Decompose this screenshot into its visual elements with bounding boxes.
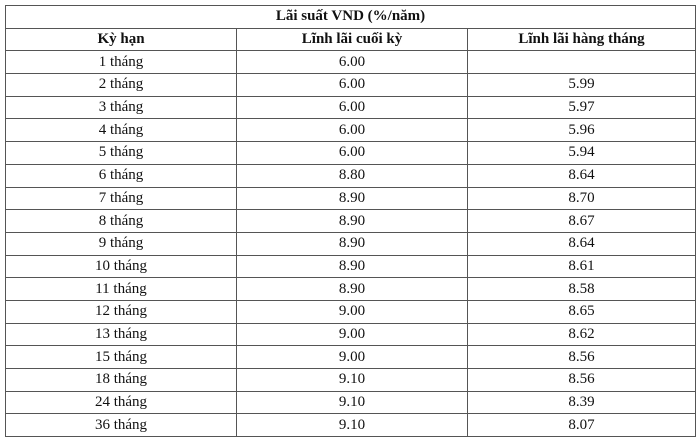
- cell-term: 1 tháng: [6, 51, 237, 74]
- table-row: [6, 210, 696, 233]
- cell-end-of-term-rate: 9.10: [237, 391, 468, 414]
- cell-monthly-rate: 5.97: [468, 96, 696, 119]
- table-row: [6, 369, 696, 392]
- cell-term: 11 tháng: [6, 278, 237, 301]
- cell-term: 18 tháng: [6, 369, 237, 392]
- cell-monthly-rate: 5.99: [468, 74, 696, 97]
- cell-monthly-rate: 8.39: [468, 391, 696, 414]
- cell-monthly-rate: 8.07: [468, 414, 696, 437]
- cell-end-of-term-rate: 9.00: [237, 300, 468, 323]
- table-row: [6, 255, 696, 278]
- cell-end-of-term-rate: 8.90: [237, 232, 468, 255]
- cell-term: 2 tháng: [6, 74, 237, 97]
- cell-end-of-term-rate: 8.90: [237, 278, 468, 301]
- cell-end-of-term-rate: 9.00: [237, 346, 468, 369]
- cell-monthly-rate: 8.61: [468, 255, 696, 278]
- table-row: [6, 74, 696, 97]
- cell-monthly-rate: 5.94: [468, 142, 696, 165]
- cell-monthly-rate: 5.96: [468, 119, 696, 142]
- table-body: [6, 51, 696, 437]
- table-row: [6, 232, 696, 255]
- cell-term: 6 tháng: [6, 164, 237, 187]
- cell-term: 7 tháng: [6, 187, 237, 210]
- cell-end-of-term-rate: 9.00: [237, 323, 468, 346]
- cell-end-of-term-rate: 8.90: [237, 210, 468, 233]
- table-header-row: [6, 28, 696, 51]
- table-row: [6, 346, 696, 369]
- cell-end-of-term-rate: 9.10: [237, 369, 468, 392]
- cell-end-of-term-rate: 6.00: [237, 119, 468, 142]
- cell-end-of-term-rate: 6.00: [237, 96, 468, 119]
- cell-term: 4 tháng: [6, 119, 237, 142]
- cell-term: 36 tháng: [6, 414, 237, 437]
- cell-monthly-rate: 8.56: [468, 346, 696, 369]
- table-row: [6, 119, 696, 142]
- table-row: [6, 96, 696, 119]
- column-header-monthly: Lĩnh lãi hàng tháng: [468, 28, 696, 51]
- cell-monthly-rate: 8.56: [468, 369, 696, 392]
- table-row: [6, 187, 696, 210]
- cell-term: 10 tháng: [6, 255, 237, 278]
- table-row: [6, 51, 696, 74]
- cell-monthly-rate: 8.62: [468, 323, 696, 346]
- cell-monthly-rate: 8.64: [468, 232, 696, 255]
- cell-monthly-rate: 8.58: [468, 278, 696, 301]
- cell-monthly-rate: [468, 51, 696, 74]
- cell-term: 8 tháng: [6, 210, 237, 233]
- cell-end-of-term-rate: 9.10: [237, 414, 468, 437]
- table-row: [6, 414, 696, 437]
- table-row: [6, 323, 696, 346]
- table-row: [6, 391, 696, 414]
- column-header-term: Kỳ hạn: [6, 28, 237, 51]
- cell-monthly-rate: 8.64: [468, 164, 696, 187]
- cell-end-of-term-rate: 8.90: [237, 187, 468, 210]
- cell-term: 15 tháng: [6, 346, 237, 369]
- cell-term: 24 tháng: [6, 391, 237, 414]
- table-row: [6, 142, 696, 165]
- table-title: Lãi suất VND (%/năm): [6, 6, 696, 29]
- cell-term: 3 tháng: [6, 96, 237, 119]
- cell-monthly-rate: 8.65: [468, 300, 696, 323]
- cell-term: 13 tháng: [6, 323, 237, 346]
- cell-end-of-term-rate: 6.00: [237, 142, 468, 165]
- cell-monthly-rate: 8.70: [468, 187, 696, 210]
- cell-term: 12 tháng: [6, 300, 237, 323]
- table-title-row: [6, 6, 696, 29]
- table-row: [6, 164, 696, 187]
- cell-end-of-term-rate: 8.80: [237, 164, 468, 187]
- cell-term: 5 tháng: [6, 142, 237, 165]
- cell-end-of-term-rate: 6.00: [237, 74, 468, 97]
- cell-term: 9 tháng: [6, 232, 237, 255]
- table-row: [6, 278, 696, 301]
- cell-monthly-rate: 8.67: [468, 210, 696, 233]
- table-row: [6, 300, 696, 323]
- column-header-end-of-term: Lĩnh lãi cuối kỳ: [237, 28, 468, 51]
- cell-end-of-term-rate: 6.00: [237, 51, 468, 74]
- interest-rate-table: [5, 5, 696, 437]
- cell-end-of-term-rate: 8.90: [237, 255, 468, 278]
